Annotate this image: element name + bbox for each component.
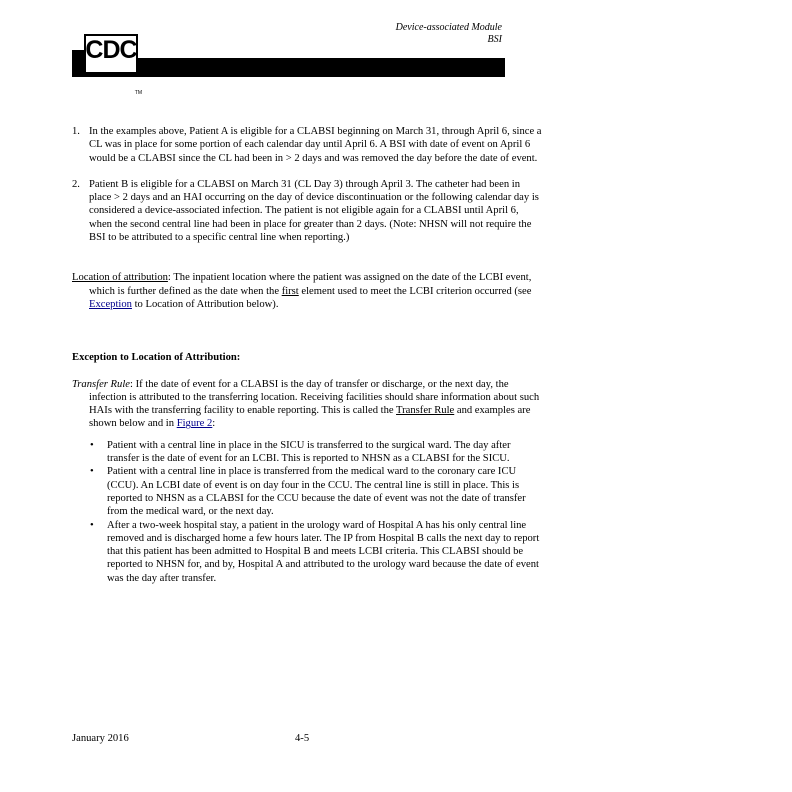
main-content [72, 125, 542, 585]
transfer-text: : If the date of event for a CLABSI is the day of transfer or discharge, or the next day, the infection is attributed to the transferring location. Receiving facilities should share information about such HAIs with the transferring facility to enable reporting. This is called the [89, 378, 540, 417]
footer-date: January 2016 [72, 733, 129, 744]
bullet-icon: • [90, 519, 94, 531]
exception-link[interactable]: Exception [89, 298, 132, 310]
bullet-text: After a two-week hospital stay, a patient in the urology ward of Hospital A has his only central line removed and is discharged home a few hours later. The IP from Hospital B calls the next day to report that this patient has been admitted to Hospital B and meets LCBI criteria. This CLABSI should be reported to NHSN for, and by, Hospital A and attributed to the urology ward because the date of event was the day after transfer. [107, 519, 540, 584]
list-text: In the examples above, Patient A is eligible for a CLABSI beginning on March 31, through April 6, since a CL was in place for some portion of each calendar day until April 6. A BSI with date of event on April 6 would be a CLABSI since the CL had been in > 2 days and was removed the day before the date of event. [89, 126, 542, 164]
bullet-icon: • [90, 466, 94, 478]
page-number: 4-5 [295, 733, 310, 744]
transfer-text-3: : [212, 418, 216, 430]
section-name: BSI [487, 34, 502, 45]
transfer-text-2: and examples are shown below and in [89, 405, 531, 430]
list-number: 2. [72, 178, 80, 190]
transfer-examples-list [72, 439, 542, 585]
logo-text: CDC [85, 36, 137, 64]
bullet-item [90, 465, 542, 518]
location-term: Location of attribution [72, 272, 168, 284]
bullet-item [90, 519, 542, 585]
location-text-3: to Location of Attribution below). [131, 298, 279, 310]
first-word: first [281, 285, 299, 297]
module-name: Device-associated Module [395, 22, 502, 33]
location-paragraph [72, 271, 542, 311]
bullet-text: Patient with a central line in place is transferred from the medical ward to the coronary care ICU (CCU). An LCBI date of event is on day four in the CCU. The central line is still in place. This is reported to NHSN as a CLABSI for the CCU because the date of event was not the date of transfer from the medical ward, or the next day. [107, 466, 526, 518]
bullet-icon: • [90, 439, 94, 451]
list-text: Patient B is eligible for a CLABSI on March 31 (CL Day 3) through April 3. The catheter had been in place > 2 days and an HAI occurring on the day of device discontinuation or the following calendar day is considered a device-associated infection. The patient is not eligible again for a CLABSI until April 6, when the second central line had been in place for greater than 2 days. (Note: NHSN will not require the BSI to be attributed to a specific central line when reporting.) [89, 178, 539, 244]
running-header [396, 22, 502, 46]
location-text-2: element used to meet the LCBI criterion occurred (see [298, 285, 532, 297]
list-number: 1. [72, 126, 80, 137]
bullet-item [90, 439, 542, 466]
transfer-rule-term: Transfer Rule [396, 405, 455, 417]
list-item [72, 125, 542, 165]
transfer-term: Transfer Rule [72, 378, 130, 390]
location-text: : The inpatient location where the patient was assigned on the date of the LCBI event, which is further defined as the date when the [89, 272, 532, 297]
transfer-paragraph [72, 378, 542, 431]
logo-trademark: TM [134, 90, 142, 96]
exception-heading: Exception to Location of Attribution: [72, 352, 241, 364]
list-item [72, 178, 542, 244]
bullet-text: Patient with a central line in place in the SICU is transferred to the surgical ward. The day after transfer is the date of event for an LCBI. This is reported to NHSN as a CLABSI for the SICU. [107, 439, 511, 465]
cdc-logo [84, 34, 142, 96]
figure-2-link[interactable]: Figure 2 [176, 418, 213, 430]
